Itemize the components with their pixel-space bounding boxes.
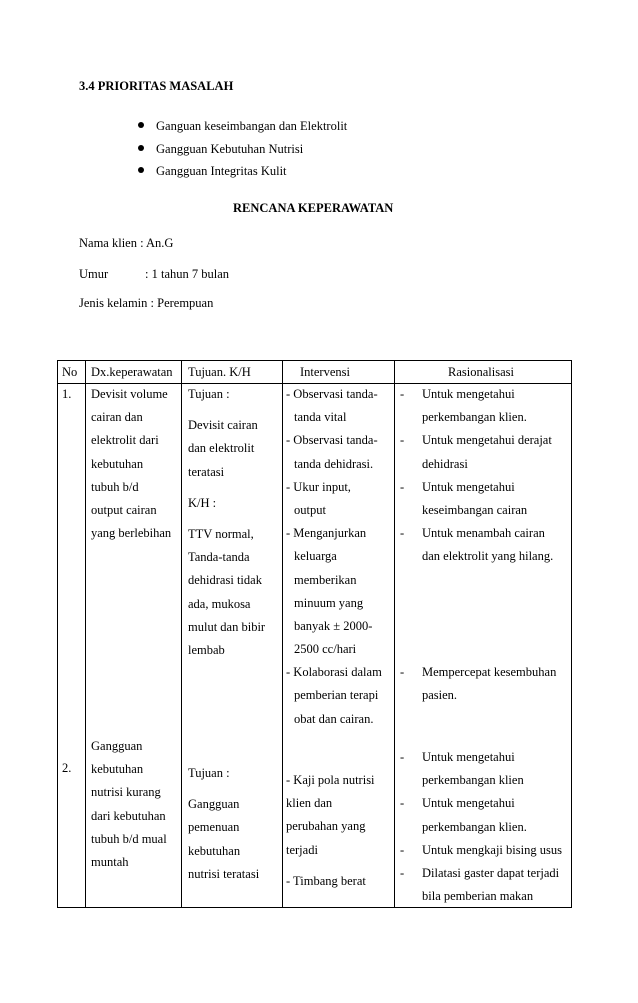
bullet-icon xyxy=(138,122,144,128)
row1-rasionalisasi: - Untuk mengetahui perkembangan klien. - Untuk mengetahui derajat dehidrasi - Untuk mengetahui keseimbangan cairan - Untuk menambah cairan dan elektrolit yang hilang. - Mempercepat kesembuhan pasien. xyxy=(400,387,557,703)
client-name: Nama klien : An.G xyxy=(79,236,174,250)
row1-tujuan: Tujuan : Devisit cairan dan elektrolit teratasi K/H : TTV normal, Tanda-tanda dehidrasi tidak ada, mukosa mulut dan bibir lembab xyxy=(188,387,266,657)
priority-list xyxy=(138,115,347,183)
header-intervensi: Intervensi xyxy=(300,365,350,379)
col-divider xyxy=(394,361,395,907)
client-gender: Jenis kelamin : Perempuan xyxy=(79,296,214,310)
section-title: 3.4 PRIORITAS MASALAH xyxy=(79,79,234,93)
header-tujuan: Tujuan. K/H xyxy=(188,365,251,379)
row1-dx: Devisit volume cairan dan elektrolit dari kebutuhan tubuh b/d output cairan yang berlebihan xyxy=(91,387,172,541)
bullet-icon xyxy=(138,167,144,173)
row1-intervensi: - Observasi tanda- tanda vital - Observasi tanda- tanda dehidrasi. - Ukur input, output - Menganjurkan keluarga memberikan minuum yang banyak ± 2000- 2500 cc/hari - Kolaborasi dalam pemberian terapi obat dan cairan. xyxy=(286,387,382,726)
client-age xyxy=(79,267,229,282)
priority-item: Gangguan Integritas Kulit xyxy=(138,160,347,183)
row1-no: 1. xyxy=(62,387,72,401)
age-value: : 1 tahun 7 bulan xyxy=(145,267,230,281)
age-label: Umur xyxy=(79,267,109,281)
header-no: No xyxy=(62,365,78,379)
row2-no: 2. xyxy=(62,761,72,775)
col-divider xyxy=(181,361,182,907)
care-plan-table xyxy=(57,360,572,908)
col-divider xyxy=(85,361,86,907)
row2-tujuan: Tujuan : Gangguan pemenuan kebutuhan nutrisi teratasi xyxy=(188,766,260,881)
rencana-title: RENCANA KEPERAWATAN xyxy=(233,201,394,215)
row2-rasionalisasi: - Untuk mengetahui perkembangan klien - Untuk mengetahui perkembangan klien. - Untuk mengkaji bising usus - Dilatasi gaster dapat terjadi bila pemberian makan xyxy=(400,750,562,904)
header-rasionalisasi: Rasionalisasi xyxy=(448,365,514,379)
row2-dx: Gangguan kebutuhan nutrisi kurang dari kebutuhan tubuh b/d mual muntah xyxy=(91,739,167,869)
header-dx: Dx.keperawatan xyxy=(91,365,173,379)
bullet-icon xyxy=(138,145,144,151)
priority-item: Ganguan keseimbangan dan Elektrolit xyxy=(138,115,347,138)
col-divider xyxy=(282,361,283,907)
row2-intervensi: - Kaji pola nutrisi klien dan perubahan yang terjadi - Timbang berat xyxy=(286,773,375,888)
priority-item: Gangguan Kebutuhan Nutrisi xyxy=(138,138,347,161)
